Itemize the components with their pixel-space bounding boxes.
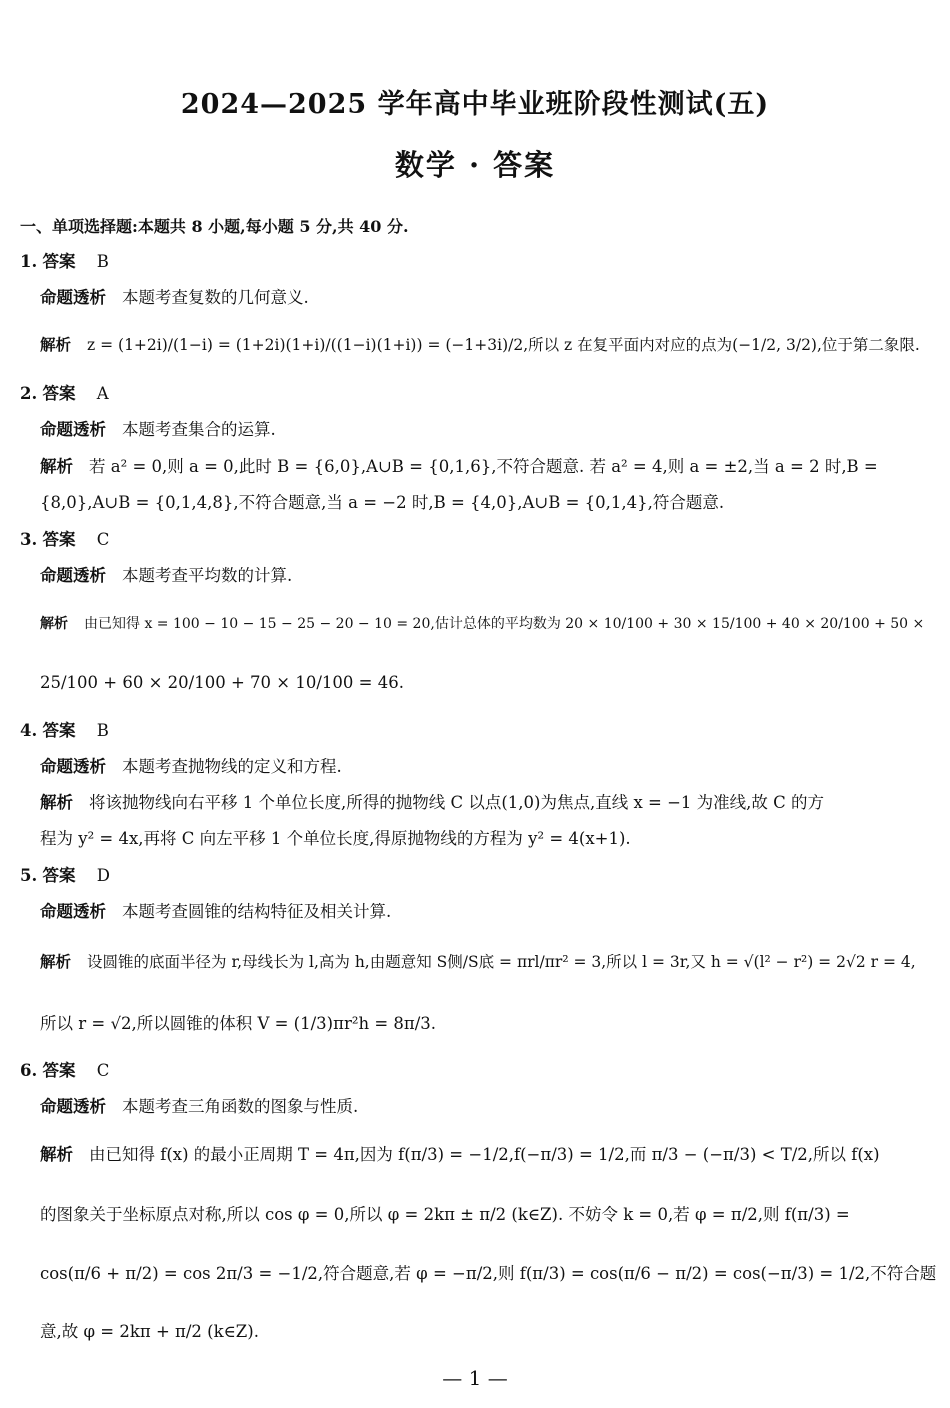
insight-label: 命题透析 <box>40 1097 106 1116</box>
q4-analysis-line-1: 将该抛物线向右平移 1 个单位长度,所得的抛物线 C 以点(1,0)为焦点,直线 x = −1 为准线,故 C 的方 <box>89 793 824 812</box>
q4-answer-line <box>20 719 109 743</box>
q6-answer-value: C <box>96 1061 110 1080</box>
q3-number: 3. <box>20 530 38 549</box>
q6-analysis-line-4: 意,故 φ = 2kπ + π/2 (k∈Z). <box>40 1322 259 1341</box>
q6-number: 6. <box>20 1061 38 1080</box>
q3-analysis <box>40 612 924 636</box>
q5-analysis-line-1: 设圆锥的底面半径为 r,母线长为 l,高为 h,由题意知 S侧/S底 = πrl/πr² = 3,所以 l = 3r,又 h = √(l² − r²) = 2√2 r = 4, <box>87 953 916 971</box>
answer-label: 答案 <box>42 252 76 271</box>
q5-insight-text: 本题考查圆锥的结构特征及相关计算. <box>122 902 392 921</box>
insight-label: 命题透析 <box>40 902 106 921</box>
page-number: — 1 — <box>442 1366 508 1390</box>
page-title: 2024—2025 学年高中毕业班阶段性测试(五) <box>180 89 770 120</box>
q6-analysis-line-1: 由已知得 f(x) 的最小正周期 T = 4π,因为 f(π/3) = −1/2,f(−π/3) = 1/2,而 π/3 − (−π/3) < T/2,所以 f(x) <box>89 1145 880 1164</box>
q6-analysis-line-2: 的图象关于坐标原点对称,所以 cos φ = 0,所以 φ = 2kπ ± π/2 (k∈Z). 不妨令 k = 0,若 φ = π/2,则 f(π/3) = <box>40 1205 850 1224</box>
q1-insight-text: 本题考查复数的几何意义. <box>122 288 309 307</box>
q2-analysis-line-1: 若 a² = 0,则 a = 0,此时 B = {6,0},A∪B = {0,1,6},不符合题意. 若 a² = 4,则 a = ±2,当 a = 2 时,B = <box>89 457 878 476</box>
analysis-label: 解析 <box>40 616 68 632</box>
q1-number: 1. <box>20 252 38 271</box>
q4-insight <box>40 755 342 779</box>
q4-insight-text: 本题考查抛物线的定义和方程. <box>122 757 342 776</box>
q1-answer-value: B <box>96 252 109 271</box>
q3-insight <box>40 564 292 588</box>
q2-answer-line <box>20 382 109 406</box>
q5-answer-value: D <box>96 866 110 885</box>
q3-insight-text: 本题考查平均数的计算. <box>122 566 293 585</box>
q5-number: 5. <box>20 866 38 885</box>
insight-label: 命题透析 <box>40 420 106 439</box>
q3-analysis-line-2: 25/100 + 60 × 20/100 + 70 × 10/100 = 46. <box>40 673 404 692</box>
analysis-label: 解析 <box>40 457 73 476</box>
q6-analysis-line-3: cos(π/6 + π/2) = cos 2π/3 = −1/2,符合题意,若 φ = −π/2,则 f(π/3) = cos(π/6 − π/2) = cos(−π/3) = 1/2,不符合题 <box>40 1264 937 1283</box>
answer-label: 答案 <box>42 721 76 740</box>
analysis-label: 解析 <box>40 335 72 354</box>
q1-analysis-line-1: z = (1+2i)/(1−i) = (1+2i)(1+i)/((1−i)(1+i)) = (−1+3i)/2,所以 z 在复平面内对应的点为(−1/2, 3/2),位于第二象限. <box>87 336 920 354</box>
insight-label: 命题透析 <box>40 757 106 776</box>
answer-label: 答案 <box>42 866 76 885</box>
analysis-label: 解析 <box>40 1145 73 1164</box>
answer-label: 答案 <box>42 384 76 403</box>
q2-insight-text: 本题考查集合的运算. <box>122 420 276 439</box>
q2-insight <box>40 418 276 442</box>
page-subtitle: 数学 · 答案 <box>394 148 556 182</box>
answer-label: 答案 <box>42 530 76 549</box>
q6-insight-text: 本题考查三角函数的图象与性质. <box>122 1097 359 1116</box>
q3-answer-value: C <box>96 530 110 549</box>
section-heading: 一、单项选择题:本题共 8 小题,每小题 5 分,共 40 分. <box>20 217 409 236</box>
q3-analysis-line-1: 由已知得 x = 100 − 10 − 15 − 25 − 20 − 10 = 20,估计总体的平均数为 20 × 10/100 + 30 × 15/100 + 40 × 20/100 + 50 × <box>84 616 925 632</box>
q1-analysis <box>40 333 920 357</box>
insight-label: 命题透析 <box>40 288 106 307</box>
q1-answer-line <box>20 250 109 274</box>
q4-analysis-line-2: 程为 y² = 4x,再将 C 向左平移 1 个单位长度,得原抛物线的方程为 y² = 4(x+1). <box>40 829 631 848</box>
q1-insight <box>40 286 309 310</box>
q2-number: 2. <box>20 384 38 403</box>
q6-insight <box>40 1095 358 1119</box>
q4-answer-value: B <box>96 721 109 740</box>
q2-answer-value: A <box>96 384 109 403</box>
analysis-label: 解析 <box>40 793 73 812</box>
q2-analysis-line-2: {8,0},A∪B = {0,1,4,8},不符合题意,当 a = −2 时,B = {4,0},A∪B = {0,1,4},符合题意. <box>40 493 725 512</box>
q5-analysis-line-2: 所以 r = √2,所以圆锥的体积 V = (1/3)πr²h = 8π/3. <box>40 1014 437 1033</box>
q3-answer-line <box>20 528 109 552</box>
q6-analysis <box>40 1143 880 1167</box>
answer-label: 答案 <box>42 1061 76 1080</box>
q5-insight <box>40 900 391 924</box>
q2-analysis <box>40 455 878 479</box>
q5-answer-line <box>20 864 110 888</box>
q6-answer-line <box>20 1059 109 1083</box>
q4-number: 4. <box>20 721 38 740</box>
q5-analysis <box>40 950 916 974</box>
q4-analysis <box>40 791 824 815</box>
insight-label: 命题透析 <box>40 566 106 585</box>
analysis-label: 解析 <box>40 952 72 971</box>
